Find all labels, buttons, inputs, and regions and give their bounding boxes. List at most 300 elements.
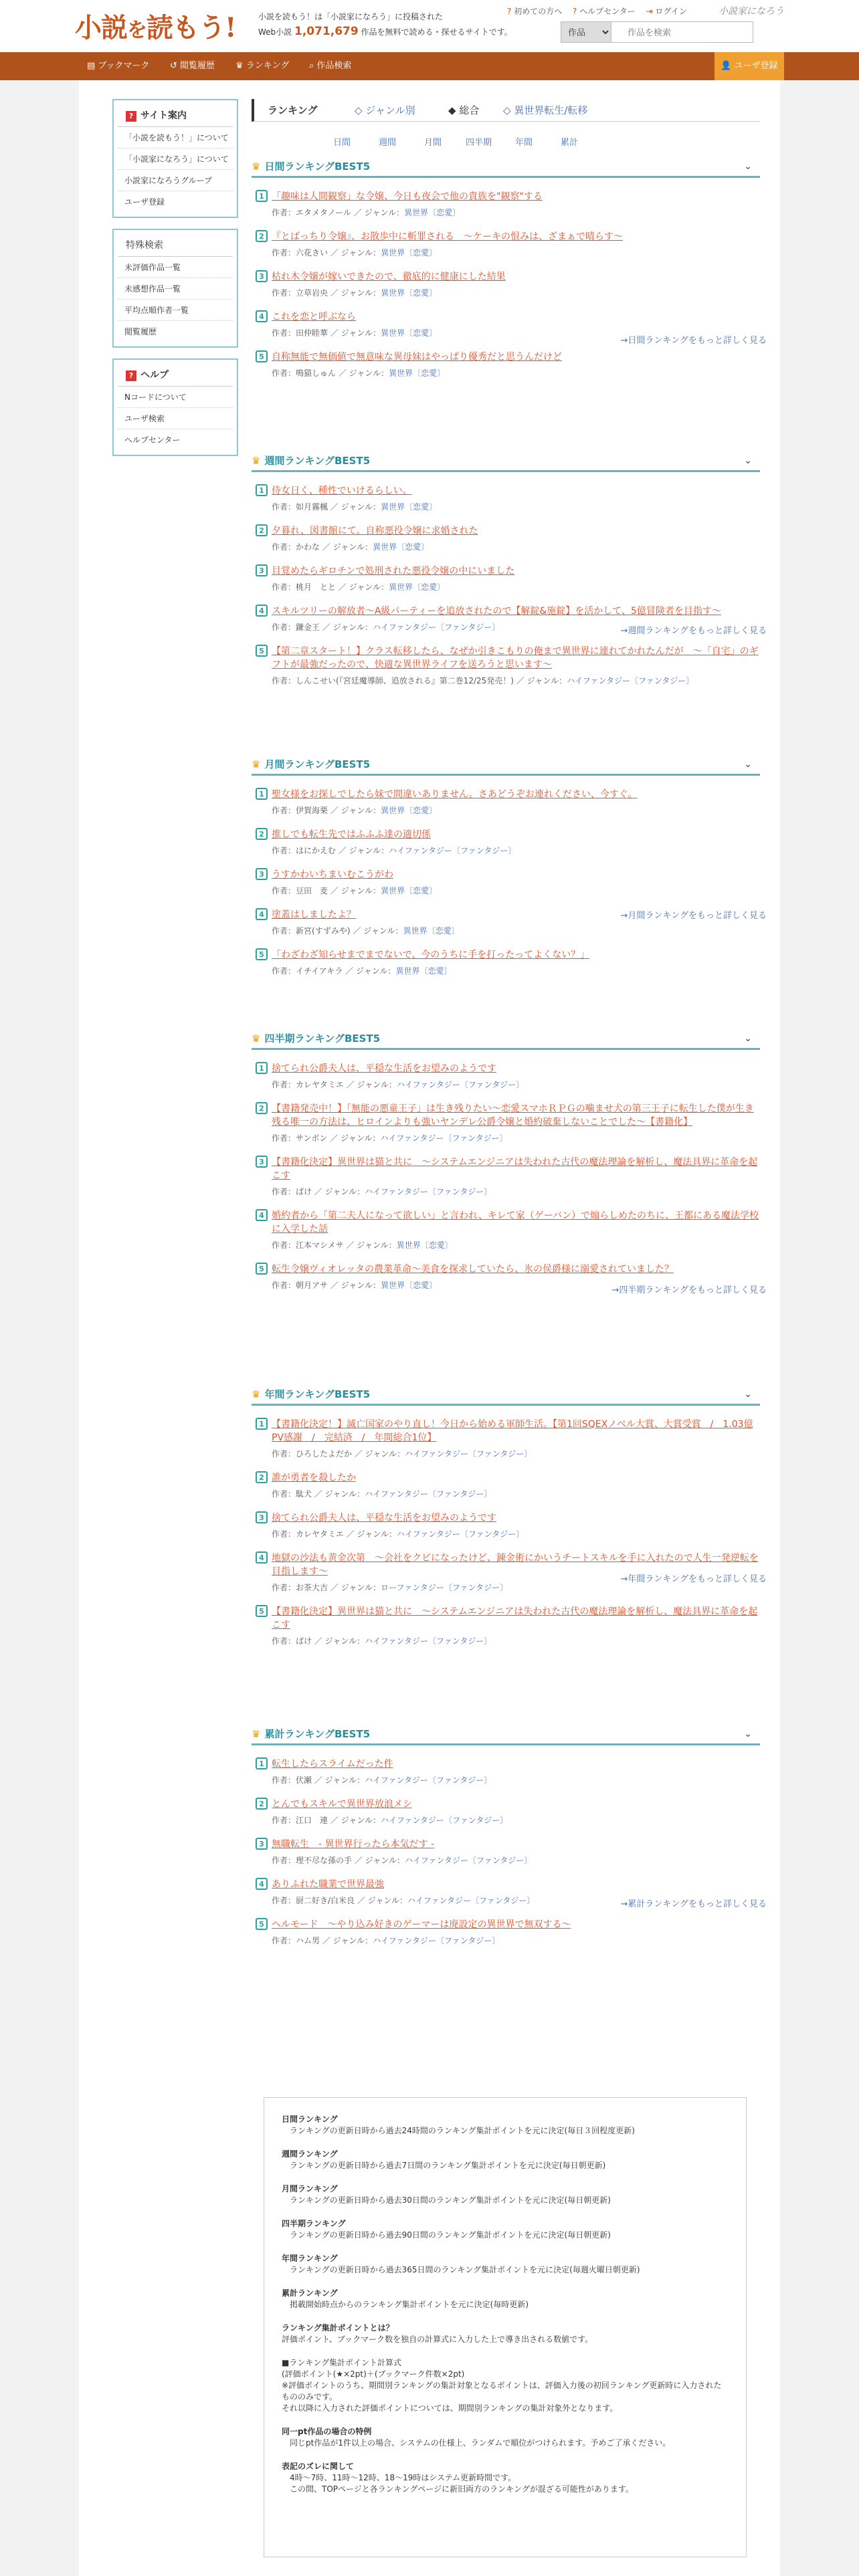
sidebar-item[interactable]: 小説家になろうグループ [118, 170, 233, 191]
more-ranking-link[interactable]: →週間ランキングをもっと詳しく見る [620, 626, 767, 636]
author-label: 作者： [272, 926, 296, 936]
genre-link[interactable]: 異世界〔恋愛〕 [389, 582, 446, 592]
section-title [252, 449, 760, 472]
genre-link[interactable]: ハイファンタジー〔ファンタジー〕 [397, 1080, 524, 1089]
genre-label: ジャンル： [364, 208, 405, 217]
work-meta: 作者：江本マシメサ ／ ジャンル：異世界〔恋愛〕 [272, 1241, 453, 1250]
author-label: 作者： [272, 676, 296, 685]
author-name[interactable]: エタメタノール [296, 208, 352, 217]
work-title-link[interactable]: 地獄の沙法も黄金次第 〜会社をクビになったけど、錬金術にかいうチートスキルを手に入れたので人生一発逆転を目指します〜 [272, 1553, 759, 1577]
ranking-item [252, 1918, 760, 1946]
genre-link[interactable]: 異世界〔恋愛〕 [381, 806, 438, 815]
genre-label: ジャンル： [341, 806, 381, 815]
genre-label: ジャンル： [341, 886, 381, 895]
login-link[interactable]: ⇥ ログイン [646, 7, 687, 16]
nav-bookmark-label: ブックマーク [98, 61, 150, 71]
nav-history-label: 閲覧履歴 [180, 61, 215, 71]
work-meta: 作者：サンボン ／ ジャンル：ハイファンタジー〔ファンタジー〕 [272, 1134, 508, 1143]
ranking-notes [264, 2097, 747, 2557]
more-ranking-link[interactable]: →四半期ランキングをもっと詳しく見る [611, 1285, 767, 1295]
crown-icon: ♛ [252, 758, 261, 770]
author-name[interactable]: 六花きい [296, 248, 328, 257]
work-title-link[interactable]: 無職転生 - 異世界行ったら本気だす - [272, 1839, 435, 1850]
section-title-text: 四半期ランキングBEST5 [264, 1033, 381, 1045]
rank-number: 3 [256, 1156, 268, 1168]
nav-ranking-label: ランキング [246, 61, 290, 71]
author-name[interactable]: 田仲睦華 [296, 328, 328, 338]
work-meta: 作者：伏瀬 ／ ジャンル：ハイファンタジー〔ファンタジー〕 [272, 1776, 492, 1785]
author-name[interactable]: 江口 連 [296, 1816, 328, 1825]
site-logo[interactable] [75, 7, 236, 45]
work-title-link[interactable]: 捨てられ公爵夫人は、平穏な生活をお望みのようです [272, 1063, 496, 1074]
ranking-item [252, 1605, 760, 1646]
ranking-item [252, 1156, 760, 1197]
genre-link[interactable]: ローファンタジー〔ファンタジー〕 [381, 1583, 508, 1592]
rank-number: 2 [256, 230, 268, 242]
section-title [252, 1723, 760, 1745]
genre-link[interactable]: ハイファンタジー〔ファンタジー〕 [365, 1636, 492, 1646]
info-icon: ? [507, 7, 512, 16]
sidebar-item[interactable]: 未感想作品一覧 [118, 278, 233, 300]
author-name[interactable]: 桃月 とと [296, 582, 337, 592]
section-title [252, 1383, 760, 1406]
genre-label: ジャンル： [332, 623, 373, 632]
author-name[interactable]: お茶大吉 [296, 1583, 328, 1592]
rank-number: 2 [256, 524, 268, 536]
work-title-link[interactable]: 捨てられ公爵夫人は、平穏な生活をお望みのようです [272, 1513, 496, 1523]
work-meta: 作者：江口 連 ／ ジャンル：ハイファンタジー〔ファンタジー〕 [272, 1816, 508, 1825]
subtab-yearly[interactable]: 年間 [515, 138, 533, 148]
ranking-section [252, 449, 760, 686]
sidebar-item[interactable]: 閲覧履歴 [124, 327, 157, 336]
more-ranking-link[interactable]: →年間ランキングをもっと詳しく見る [620, 1574, 767, 1584]
author-name[interactable]: 新宮(すずみや) [296, 926, 351, 936]
sidebar-item[interactable]: 平均点順作者一覧 [118, 300, 233, 321]
author-name[interactable]: イチイアキラ [296, 966, 343, 976]
note-body: この間、TOPページと各ランキングページに新旧両方のランキングが混ざる可能性があります。 [290, 2484, 634, 2494]
genre-link[interactable]: 異世界〔恋愛〕 [381, 288, 438, 298]
rank-number: 2 [256, 828, 268, 840]
author-label: 作者： [272, 1936, 296, 1945]
chevron-down-icon[interactable]: ⌄ [744, 161, 752, 172]
rank-number: 5 [256, 1605, 268, 1617]
author-label: 作者： [272, 966, 296, 976]
author-name[interactable]: ばけ [296, 1636, 312, 1646]
note-body: ランキングの更新日時から過去30日間のランキング集計ポイントを元に決定(毎日朝更新) [290, 2195, 611, 2205]
ranking-item [252, 828, 760, 856]
help-icon: ? [573, 7, 577, 16]
tab-isekai[interactable]: ◇ 異世界転生/転移 [503, 104, 588, 116]
tagline-post: 作品を無料で読める・探せるサイトです。 [361, 27, 512, 37]
work-meta: 作者：鎌金王 ／ ジャンル：ハイファンタジー〔ファンタジー〕 [272, 623, 500, 632]
author-label: 作者： [272, 502, 296, 512]
genre-label: ジャンル： [324, 1187, 365, 1196]
genre-link[interactable]: ハイファンタジー〔ファンタジー〕 [365, 1187, 492, 1196]
genre-label: ジャンル： [349, 368, 389, 378]
crown-icon: ♛ [252, 455, 261, 467]
note-body: それ以降に入力された評価ポイントについては、期間別ランキングの集計対象外となります。 [282, 2403, 618, 2413]
subtab-daily[interactable]: 日間 [333, 138, 351, 148]
rank-number: 1 [256, 788, 268, 800]
rank-number: 2 [256, 1471, 268, 1483]
author-name[interactable]: カレヤタミエ [296, 1529, 344, 1539]
genre-link[interactable]: 異世界〔恋愛〕 [403, 926, 460, 936]
genre-label: ジャンル： [349, 582, 389, 592]
work-meta: 作者：駄犬 ／ ジャンル：ハイファンタジー〔ファンタジー〕 [272, 1489, 492, 1499]
note-heading: 同一pt作品の場合の特例 [282, 2427, 372, 2436]
work-title-link[interactable]: 転生令嬢ヴィオレッタの農業革命〜美食を探求していたら、氷の侯爵様に溺愛されていました？ [272, 1264, 674, 1275]
ranking-item [252, 484, 760, 512]
content-area [79, 80, 780, 2576]
genre-link[interactable]: ハイファンタジー〔ファンタジー〕 [397, 1529, 524, 1539]
rank-number: 4 [256, 908, 268, 920]
ranking-item [252, 948, 760, 976]
subtab-monthly[interactable]: 月間 [424, 138, 442, 148]
crown-icon: ♛ [235, 61, 244, 71]
genre-label: ジャンル： [332, 542, 373, 552]
chevron-down-icon[interactable]: ⌄ [744, 1729, 752, 1739]
sidebar-item[interactable]: ユーザ検索 [118, 408, 233, 429]
ranking-item [252, 868, 760, 896]
ranking-item [252, 1838, 760, 1866]
work-title-link[interactable]: うすかわいちまいむこうがわ [272, 869, 393, 880]
note-body: ※評価ポイントのうち、期間別ランキングの集計対象となるポイントは、評価入力後の初回ランキング更新時に入力されたもののみです。 [282, 2381, 722, 2401]
ranking-item [252, 1471, 760, 1499]
work-meta: 作者：田仲睦華 ／ ジャンル：異世界〔恋愛〕 [272, 328, 438, 338]
work-title-link[interactable]: スキルツリーの解放者〜A級パーティーを追放されたので【解錠&施錠】を活かして、5億冒険者を目指す〜 [272, 606, 721, 617]
section-title-text: 週間ランキングBEST5 [264, 455, 371, 467]
note-body: (評価ポイント(★×2pt)＋(ブックマーク件数×2pt) [282, 2369, 465, 2379]
author-label: 作者： [272, 1896, 296, 1905]
genre-label: ジャンル： [341, 248, 381, 257]
work-meta: 作者：六花きい ／ ジャンル：異世界〔恋愛〕 [272, 248, 438, 257]
work-meta: 作者：如月霧楓 ／ ジャンル：異世界〔恋愛〕 [272, 502, 438, 512]
genre-label: ジャンル： [341, 1583, 381, 1592]
author-label: 作者： [272, 1776, 296, 1785]
work-meta: 作者：お茶大吉 ／ ジャンル：ローファンタジー〔ファンタジー〕 [272, 1583, 508, 1592]
author-label: 作者： [272, 806, 296, 815]
author-label: 作者： [272, 368, 296, 378]
author-name[interactable]: 伊賀海栗 [296, 806, 328, 815]
genre-link[interactable]: ハイファンタジー〔ファンタジー〕 [567, 676, 694, 685]
note-body: 同じpt作品が1件以上の場合、システムの仕様上、ランダムで順位がつけられます。予めご了承ください。 [290, 2438, 671, 2448]
genre-link[interactable]: 異世界〔恋愛〕 [373, 542, 430, 552]
work-meta: 作者：カレヤタミエ ／ ジャンル：ハイファンタジー〔ファンタジー〕 [272, 1080, 524, 1089]
ranking-item [252, 1102, 760, 1144]
ranking-item [252, 1418, 760, 1459]
note-heading: 日間ランキング [282, 2115, 338, 2124]
sidebar-item[interactable]: Nコードについて [118, 387, 233, 408]
author-name[interactable]: カレヤタミエ [296, 1080, 344, 1089]
author-label: 作者： [272, 208, 296, 217]
search-type-select[interactable] [561, 21, 611, 43]
login-icon: ⇥ [646, 7, 653, 16]
rank-number: 3 [256, 564, 268, 576]
author-name[interactable]: かわな [296, 542, 320, 552]
sidebar-special-title: 特殊検索 [118, 234, 233, 257]
ranking-item [252, 190, 760, 218]
nav-search[interactable] [309, 52, 351, 80]
note-body: ランキングの更新日時から過去365日間のランキング集計ポイントを元に決定(毎週火曜日朝更新) [290, 2265, 640, 2274]
work-title-link[interactable]: 「わざわざ知らせまでまでないで、今のうちに手を打ったってよくない？」 [272, 950, 590, 960]
genre-link[interactable]: ハイファンタジー〔ファンタジー〕 [365, 1489, 492, 1499]
author-name[interactable]: 駄犬 [296, 1489, 312, 1499]
more-ranking-link[interactable]: →累計ランキングをもっと詳しく見る [620, 1899, 767, 1909]
more-ranking-link[interactable]: →日間ランキングをもっと詳しく見る [620, 336, 767, 346]
work-title-link[interactable]: 【書籍化決定！】滅亡国家のやり直し！今日から始める軍師生活。【第1回SQEXノベル大賞、大賞受賞 / 1.03億PV感謝 / 完結済 / 年間総合1位】 [272, 1419, 753, 1443]
rank-number: 3 [256, 1838, 268, 1850]
note-heading: ランキング集計ポイントとは？ [282, 2323, 394, 2333]
author-label: 作者： [272, 288, 296, 298]
ranking-tabs [252, 99, 760, 122]
work-meta: 作者：理不尽な孫の手 ／ ジャンル：ハイファンタジー〔ファンタジー〕 [272, 1856, 533, 1865]
chevron-down-icon[interactable]: ⌄ [744, 1033, 752, 1044]
genre-link[interactable]: ハイファンタジー〔ファンタジー〕 [407, 1896, 535, 1905]
work-meta: 作者：かわな ／ ジャンル：異世界〔恋愛〕 [272, 542, 430, 552]
section-title [252, 753, 760, 776]
author-name[interactable]: 立草岩央 [296, 288, 328, 298]
genre-link[interactable]: 異世界〔恋愛〕 [395, 966, 452, 976]
genre-link[interactable]: 異世界〔恋愛〕 [381, 248, 438, 257]
help-center-link[interactable]: ? ヘルプセンター [573, 7, 636, 16]
author-label: 作者： [272, 1489, 296, 1499]
ranking-item [252, 270, 760, 298]
genre-link[interactable]: ハイファンタジー〔ファンタジー〕 [405, 1449, 533, 1459]
ranking-item [252, 230, 760, 258]
author-label: 作者： [272, 1583, 296, 1592]
genre-label: ジャンル： [365, 1449, 405, 1459]
crown-icon: ♛ [252, 1033, 261, 1045]
genre-link[interactable]: 異世界〔恋愛〕 [381, 886, 438, 895]
work-title-link[interactable]: とんでもスキルで異世界放浪メシ [272, 1799, 412, 1810]
genre-link[interactable]: ハイファンタジー〔ファンタジー〕 [373, 1936, 500, 1945]
more-ranking-link[interactable]: →月間ランキングをもっと詳しく見る [620, 911, 767, 921]
group-brand-logo[interactable]: 小説家になろう [719, 6, 784, 17]
sidebar-item[interactable]: 「小説家になろう」について [118, 148, 233, 170]
register-label: ユーザ登録 [734, 61, 778, 71]
work-meta: 作者：ばけ ／ ジャンル：ハイファンタジー〔ファンタジー〕 [272, 1636, 492, 1646]
author-name[interactable]: ハム男 [296, 1936, 320, 1945]
tagline [258, 9, 512, 39]
note-heading: 年間ランキング [282, 2254, 338, 2263]
work-title-link[interactable]: ありふれた職業で世界最強 [272, 1879, 384, 1890]
ranking-item [252, 788, 760, 816]
author-label: 作者： [272, 1241, 296, 1250]
section-title [252, 155, 760, 178]
work-title-link[interactable]: これを恋と呼ぶなら [272, 312, 356, 322]
work-title-link[interactable]: 【書籍化決定】異世界は猫と共に 〜システムエンジニアは失われた古代の魔法理論を解析し、魔法具界に革命を起こす [272, 1606, 758, 1630]
sidebar-guide-title: ? サイト案内 [118, 104, 233, 127]
author-label: 作者： [272, 582, 296, 592]
genre-label: ジャンル： [357, 1529, 397, 1539]
work-title-link[interactable]: 『とばっちり令嬢』、お散歩中に斬罪される 〜ケーキの恨みは、ざまぁで晴らす〜 [272, 231, 623, 242]
author-name[interactable]: 伏瀬 [296, 1776, 312, 1785]
author-name[interactable]: ばけ [296, 1187, 312, 1196]
genre-label: ジャンル： [324, 1489, 365, 1499]
work-title-link[interactable]: 自称無能で無価値で無意味な異母妹はやっぱり優秀だと思うんだけど [272, 352, 562, 362]
author-label: 作者： [272, 1529, 296, 1539]
note-heading: 累計ランキング [282, 2288, 338, 2298]
sidebar-item[interactable]: ヘルプセンター [124, 435, 181, 445]
work-title-link[interactable]: 枯れ木令嬢が嫁いできたので、徹底的に健康にした結果 [272, 272, 506, 282]
author-name[interactable]: 鳴猫しゅん [296, 368, 337, 378]
ranking-item [252, 1511, 760, 1539]
genre-link[interactable]: 異世界〔恋愛〕 [381, 502, 438, 512]
subtab-quarterly[interactable]: 四半期 [466, 138, 492, 148]
genre-label: ジャンル： [527, 676, 567, 685]
genre-label: ジャンル： [367, 1896, 408, 1905]
genre-link[interactable]: 異世界〔恋愛〕 [389, 368, 446, 378]
author-name[interactable]: 理不尽な孫の手 [296, 1856, 353, 1865]
author-name[interactable]: ひろしたよだか [296, 1449, 353, 1459]
note-body: 4時〜7時、11時〜12時、18〜19時はシステム更新時間です。 [290, 2473, 516, 2482]
sidebar-item[interactable]: 未評価作品一覧 [118, 257, 233, 278]
rank-number: 1 [256, 484, 268, 496]
genre-link[interactable]: 異世界〔恋愛〕 [381, 1281, 438, 1290]
tab-genre[interactable]: ◇ ジャンル別 [355, 104, 415, 116]
genre-label: ジャンル： [363, 926, 403, 936]
question-icon: ? [126, 111, 136, 122]
nav-history[interactable] [170, 52, 215, 80]
work-title-link[interactable]: 夕暮れ、図書館にて。自称悪役令嬢に求婚された [272, 526, 478, 536]
work-title-link[interactable]: 侍女日く、種性でいけるらしい。 [272, 486, 412, 496]
section-title-text: 年間ランキングBEST5 [264, 1388, 371, 1400]
work-title-link[interactable]: 塗蓋はしましたよ？ [272, 909, 356, 920]
work-title-link[interactable]: 「趣味は人間観察」な令嬢、今日も夜会で他の貴族を"観察"する [272, 191, 543, 202]
rank-number: 4 [256, 310, 268, 322]
genre-link[interactable]: ハイファンタジー〔ファンタジー〕 [389, 846, 516, 855]
sidebar-item[interactable]: 「小説を読もう！」について [118, 127, 233, 148]
genre-label: ジャンル： [341, 1281, 381, 1290]
author-name[interactable]: 朝月アサ [296, 1281, 328, 1290]
work-meta: 作者：しんこせい(『宮廷魔導師、追放される』第二巻12/25発売！) ／ ジャンル：ハイファンタジー〔ファンタジー〕 [272, 676, 694, 685]
genre-link[interactable]: ハイファンタジー〔ファンタジー〕 [365, 1776, 492, 1785]
main-nav [0, 52, 859, 80]
first-visit-link[interactable]: ? 初めての方へ [507, 7, 563, 16]
ranking-item [252, 564, 760, 593]
genre-link[interactable]: 異世界〔恋愛〕 [381, 328, 438, 338]
author-name[interactable]: 如月霧楓 [296, 502, 328, 512]
crown-icon: ♛ [252, 1388, 261, 1400]
work-meta: 作者：新宮(すずみや) ／ ジャンル：異世界〔恋愛〕 [272, 926, 460, 936]
author-label: 作者： [272, 1636, 296, 1646]
author-name[interactable]: 厨二好き/白米良 [296, 1896, 355, 1905]
genre-label: ジャンル： [341, 1134, 381, 1143]
rank-number: 4 [256, 1878, 268, 1890]
genre-link[interactable]: 異世界〔恋愛〕 [396, 1241, 453, 1250]
author-label: 作者： [272, 886, 296, 895]
author-name[interactable]: しんこせい(『宮廷魔導師、追放される』第二巻12/25発売！) [296, 676, 514, 685]
section-title-text: 月間ランキングBEST5 [264, 758, 371, 770]
search-icon: ⌕ [309, 61, 314, 71]
subtab-total[interactable]: 累計 [561, 138, 579, 148]
work-title-link[interactable]: ヘルモード 〜やり込み好きのゲーマーは廃設定の異世界で無双する〜 [272, 1919, 571, 1930]
work-meta: 作者：桃月 とと ／ ジャンル：異世界〔恋愛〕 [272, 582, 446, 592]
search-input[interactable] [611, 21, 753, 43]
work-title-link[interactable]: 目覚めたらギロチンで処刑された悪役令嬢の中にいました [272, 566, 515, 576]
register-button[interactable] [714, 52, 784, 80]
genre-label: ジャンル： [349, 846, 389, 855]
top-links [507, 5, 695, 17]
rank-number: 4 [256, 1551, 268, 1564]
rank-number: 1 [256, 1757, 268, 1769]
chevron-down-icon[interactable]: ⌄ [744, 759, 752, 770]
genre-label: ジャンル： [357, 1241, 397, 1250]
work-meta: 作者：ひろしたよだか ／ ジャンル：ハイファンタジー〔ファンタジー〕 [272, 1449, 533, 1459]
author-name[interactable]: 鎌金王 [296, 623, 320, 632]
work-title-link[interactable]: 【書籍発売中！】「無能の悪童王子」は生き残りたい〜恋愛スマホＲＰＧの噛ませ犬の第三王子に転生した僕が生き残る唯一の方法は、ヒロインよりも強いヤンデレ公爵令嬢と婚約破棄しないことでした〜【書籍化】 [272, 1103, 754, 1128]
rank-number: 4 [256, 1209, 268, 1221]
rank-number: 5 [256, 1918, 268, 1930]
ranking-section [252, 1723, 760, 1946]
work-title-link[interactable]: 【書籍化決定】異世界は猫と共に 〜システムエンジニアは失われた古代の魔法理論を解析し、魔法具界に革命を起こす [272, 1157, 758, 1181]
work-meta: 作者：鳴猫しゅん ／ ジャンル：異世界〔恋愛〕 [272, 368, 446, 378]
user-icon: 👤 [721, 61, 732, 71]
author-label: 作者： [272, 542, 296, 552]
genre-link[interactable]: 異世界〔恋愛〕 [404, 208, 461, 217]
genre-label: ジャンル： [357, 1080, 397, 1089]
work-title-link[interactable]: 誰が勇者を殺したか [272, 1473, 356, 1483]
sidebar-help-title: ? ヘルプ [118, 364, 233, 387]
author-label: 作者： [272, 1816, 296, 1825]
sidebar-item[interactable]: ユーザ登録 [124, 197, 165, 207]
genre-link[interactable]: ハイファンタジー〔ファンタジー〕 [381, 1816, 508, 1825]
rank-number: 3 [256, 868, 268, 880]
work-meta: 作者：立草岩央 ／ ジャンル：異世界〔恋愛〕 [272, 288, 438, 298]
section-title-text: 累計ランキングBEST5 [264, 1728, 371, 1740]
chevron-down-icon[interactable]: ⌄ [744, 455, 752, 466]
work-title-link[interactable]: 【第二章スタート！】クラス転移したら、なぜか引きこもりの俺まで異世界に連れてかれたんだが 〜「自宅」のギフトが最強だったので、快適な異世界ライフを送ろうと思います〜 [272, 646, 759, 670]
genre-link[interactable]: ハイファンタジー〔ファンタジー〕 [380, 1134, 508, 1143]
ranking-item [252, 1757, 760, 1786]
work-title-link[interactable]: 聖女様をお探しでしたら妹で間違いありません。さあどうぞお連れください、今すぐ。 [272, 789, 638, 800]
nav-ranking[interactable] [235, 52, 289, 80]
genre-label: ジャンル： [341, 502, 381, 512]
tab-total[interactable]: ◆ 総合 [448, 104, 480, 116]
genre-link[interactable]: ハイファンタジー〔ファンタジー〕 [373, 623, 500, 632]
crown-icon: ♛ [252, 160, 261, 173]
author-name[interactable]: はにかえむ [296, 846, 337, 855]
nav-bookmark[interactable] [87, 52, 150, 80]
work-title-link[interactable]: 推しでも転生先ではふふふ達の適切係 [272, 829, 431, 840]
tagline-pre: Web小説 [258, 27, 292, 37]
logo-text: 小説 [75, 12, 127, 43]
subtab-weekly[interactable]: 週間 [379, 138, 397, 148]
sidebar-special [112, 229, 238, 348]
author-name[interactable]: 江本マシメサ [296, 1241, 344, 1250]
tagline-line1: 小説を読もう！は「小説家になろう」に投稿された [258, 12, 444, 21]
genre-link[interactable]: ハイファンタジー〔ファンタジー〕 [405, 1856, 533, 1865]
rank-number: 3 [256, 270, 268, 282]
author-name[interactable]: 豆田 麦 [296, 886, 328, 895]
work-title-link[interactable]: 転生したらスライムだった件 [272, 1759, 393, 1769]
work-meta: 作者：厨二好き/白米良 ／ ジャンル：ハイファンタジー〔ファンタジー〕 [272, 1896, 535, 1905]
work-meta: 作者：ハム男 ／ ジャンル：ハイファンタジー〔ファンタジー〕 [272, 1936, 500, 1945]
section-title-text: 日間ランキングBEST5 [264, 160, 371, 173]
rank-number: 1 [256, 1062, 268, 1074]
ranking-section [252, 1027, 760, 1291]
work-title-link[interactable]: 婚約者から「第二夫人になって欲しい」と言われ、キレて家（ゲーバン）で煽らしめたのちに、王都にある魔法学校に入学した話 [272, 1210, 759, 1235]
work-meta: 作者：イチイアキラ ／ ジャンル：異世界〔恋愛〕 [272, 966, 452, 976]
genre-label: ジャンル： [341, 328, 381, 338]
chevron-down-icon[interactable]: ⌄ [744, 1389, 752, 1400]
history-icon: ↺ [170, 61, 177, 71]
ranking-section [252, 753, 760, 976]
bookmark-icon: ▤ [87, 61, 96, 71]
rank-number: 1 [256, 1418, 268, 1430]
author-name[interactable]: サンボン [296, 1134, 328, 1143]
tab-ranking-label: ランキング [268, 104, 318, 116]
